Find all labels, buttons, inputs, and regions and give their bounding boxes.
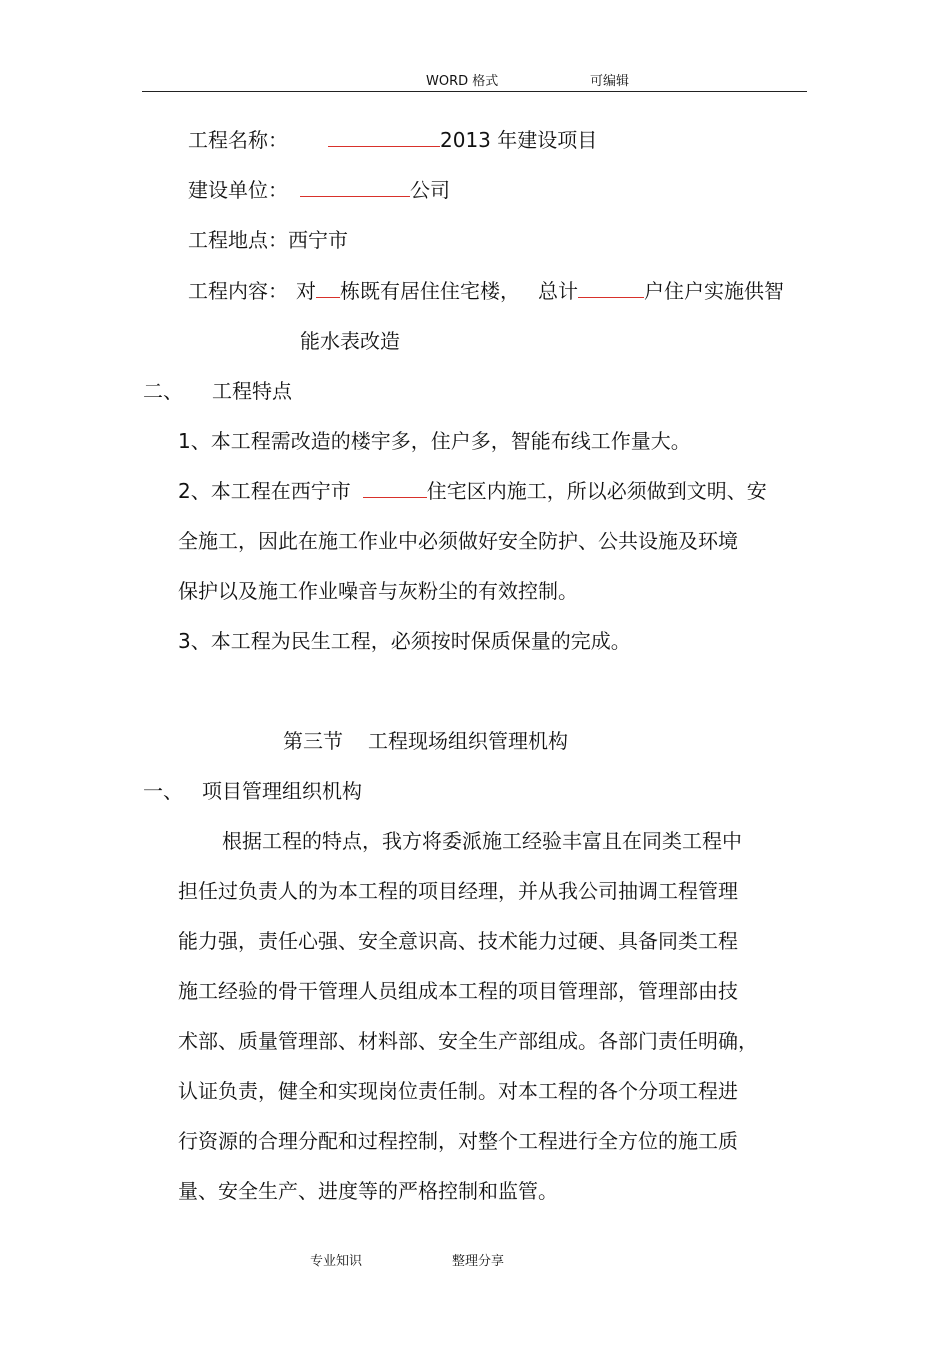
- location-value: 西宁市: [288, 228, 348, 252]
- features-heading-number: 二、: [143, 379, 183, 403]
- header-left: WORD 格式: [426, 74, 499, 89]
- content-text-1: 对: [296, 279, 316, 303]
- feature-item-3: 3、本工程为民生工程，必须按时保质保量的完成。: [178, 629, 631, 653]
- subsection-title: 项目管理组织机构: [202, 779, 362, 803]
- feature-item-1: 1、本工程需改造的楼宇多，住户多，智能布线工作量大。: [178, 429, 691, 453]
- section-number: 第三节: [283, 729, 343, 753]
- content-text-4: 户住户实施供智: [644, 279, 784, 303]
- header-right: 可编辑: [590, 74, 630, 89]
- build-unit-value: 公司: [410, 178, 450, 202]
- features-heading: 工程特点: [212, 379, 292, 403]
- project-name-row: [188, 128, 597, 152]
- build-unit-blank: [300, 178, 410, 197]
- feature-item-2: [178, 479, 767, 503]
- paragraph-line: 术部、质量管理部、材料部、安全生产部组成。各部门责任明确，: [178, 1029, 758, 1053]
- footer-right: 整理分享: [452, 1254, 505, 1269]
- project-name-label: 工程名称：: [188, 128, 288, 152]
- feature-item-2-line-3: 保护以及施工作业噪音与灰粉尘的有效控制。: [178, 579, 578, 603]
- location-label: 工程地点：: [188, 228, 288, 252]
- header-divider: [142, 91, 807, 92]
- content-text-2: 栋既有居住住宅楼，: [340, 279, 520, 303]
- paragraph-line: 量、安全生产、进度等的严格控制和监管。: [178, 1179, 558, 1203]
- residential-area-blank: [363, 479, 427, 498]
- feature-item-2-line-2: 全施工，因此在施工作业中必须做好安全防护、公共设施及环境: [178, 529, 738, 553]
- paragraph-line: 行资源的合理分配和过程控制，对整个工程进行全方位的施工质: [178, 1129, 738, 1153]
- location-row: [188, 228, 348, 252]
- building-count-blank: [316, 279, 340, 298]
- subsection-number: 一、: [143, 779, 183, 803]
- feature-item-2-text-2: 住宅区内施工，所以必须做到文明、安: [426, 479, 767, 503]
- paragraph-line: 能力强，责任心强、安全意识高、技术能力过硬、具备同类工程: [178, 929, 738, 953]
- content-row: [188, 279, 784, 303]
- paragraph-line: 认证负责，健全和实现岗位责任制。对本工程的各个分项工程进: [178, 1079, 738, 1103]
- paragraph-line: 担任过负责人的为本工程的项目经理，并从我公司抽调工程管理: [178, 879, 738, 903]
- feature-item-2-text-1: 2、本工程在西宁市: [178, 479, 351, 503]
- build-unit-label: 建设单位：: [188, 178, 288, 202]
- project-name-blank: [328, 128, 440, 147]
- content-text-3: 总计: [538, 279, 578, 303]
- household-count-blank: [578, 279, 644, 298]
- section-title: 工程现场组织管理机构: [368, 729, 568, 753]
- build-unit-row: [188, 178, 450, 202]
- paragraph-line: 施工经验的骨干管理人员组成本工程的项目管理部，管理部由技: [178, 979, 738, 1003]
- content-label: 工程内容：: [188, 279, 288, 303]
- content-line-2: 能水表改造: [300, 329, 400, 353]
- footer-left: 专业知识: [310, 1254, 363, 1269]
- paragraph-line: 根据工程的特点，我方将委派施工经验丰富且在同类工程中: [222, 829, 742, 853]
- project-name-value: 2013 年建设项目: [440, 128, 598, 152]
